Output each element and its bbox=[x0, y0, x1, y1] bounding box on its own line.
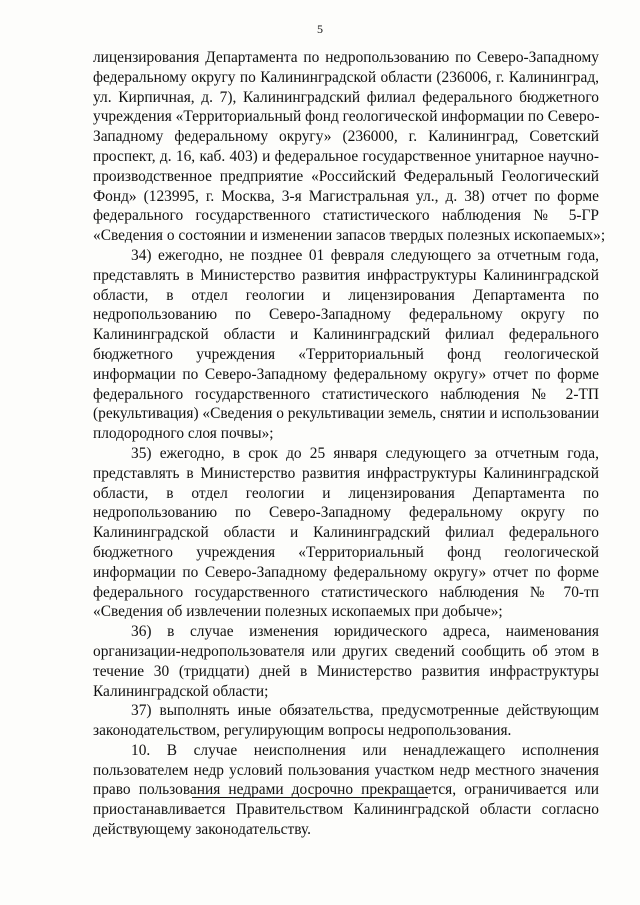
text-line: производственное предприятие «Российский Федеральный Геологический bbox=[93, 167, 599, 185]
text-line: (рекультивация) «Сведения о рекультивации земель, снятии и использовании bbox=[93, 405, 600, 423]
text-line: пользователем недр условий пользования участком недр местного значения bbox=[93, 761, 599, 779]
text-line: Калининградской области; bbox=[93, 682, 269, 700]
text-line: 35) ежегодно, в срок до 25 января следующего за отчетным года, bbox=[131, 444, 599, 462]
paragraph bbox=[93, 741, 599, 840]
text-line: течение 30 (тридцати) дней в Министерство развития инфраструктуры bbox=[93, 662, 599, 680]
text-line: федерального государственного статистического наблюдения № 5-ГР bbox=[93, 207, 599, 225]
text-line: право пользования недрами досрочно прекращается, ограничивается или bbox=[93, 781, 599, 799]
text-line: Западному федеральному округу» (236000, г. Калининград, Советский bbox=[93, 128, 599, 146]
text-line: бюджетного учреждения «Территориальный фонд геологической bbox=[93, 543, 599, 561]
text-line: области, в отдел геологии и лицензирования Департамента по bbox=[93, 286, 599, 304]
text-line: приостанавливается Правительством Калининградской области согласно bbox=[93, 801, 599, 819]
text-line: представлять в Министерство развития инфраструктуры Калининградской bbox=[93, 464, 599, 482]
text-line: федеральному округу по Калининградской области (236006, г. Калининград, bbox=[93, 68, 599, 86]
text-line: 37) выполнять иные обязательства, предусмотренные действующим bbox=[131, 702, 599, 720]
text-line: 10. В случае неисполнения или ненадлежащего исполнения bbox=[131, 741, 599, 759]
text-line: представлять в Министерство развития инфраструктуры Калининградской bbox=[93, 266, 599, 284]
text-line: ул. Кирпичная, д. 7), Калининградский филиал федерального бюджетного bbox=[93, 88, 599, 106]
paragraph bbox=[93, 48, 606, 246]
text-line: учреждения «Территориальный фонд геологической информации по Северо- bbox=[93, 108, 600, 126]
text-line: недропользованию по Северо-Западному федеральному округу по bbox=[93, 504, 599, 522]
end-separator-line bbox=[192, 797, 428, 798]
text-line: плодородного слоя почвы»; bbox=[93, 425, 274, 443]
text-line: федерального государственного статистического наблюдения № 2-ТП bbox=[93, 385, 599, 403]
text-line: Калининградской области и Калининградский филиал федерального bbox=[93, 524, 599, 542]
text-line: Фонд» (123995, г. Москва, 3-я Магистральная ул., д. 38) отчет по форме bbox=[93, 187, 599, 205]
text-line: лицензирования Департамента по недропользованию по Северо-Западному bbox=[93, 49, 599, 66]
text-line: «Сведения о состоянии и изменении запасов твердых полезных ископаемых»; bbox=[93, 227, 606, 245]
text-line: бюджетного учреждения «Территориальный фонд геологической bbox=[93, 345, 599, 363]
paragraph bbox=[93, 246, 599, 444]
text-line: области, в отдел геологии и лицензирования Департамента по bbox=[93, 484, 599, 502]
text-line: «Сведения об извлечении полезных ископаемых при добыче»; bbox=[93, 603, 503, 621]
text-line: федерального государственного статистического наблюдения № 70-тп bbox=[93, 583, 599, 601]
text-line: 34) ежегодно, не позднее 01 февраля следующего за отчетным года, bbox=[131, 246, 599, 264]
text-line: проспект, д. 16, каб. 403) и федеральное государственное унитарное научно- bbox=[93, 147, 599, 165]
text-line: организации-недропользователя или других сведений сообщить об этом в bbox=[93, 642, 599, 660]
text-line: информации по Северо-Западному федеральному округу» отчет по форме bbox=[93, 365, 599, 383]
text-line: 36) в случае изменения юридического адреса, наименования bbox=[131, 623, 599, 641]
text-line: Калининградской области и Калининградский филиал федерального bbox=[93, 326, 599, 344]
document-body bbox=[93, 48, 606, 840]
text-line: законодательством, регулирующим вопросы недропользования. bbox=[93, 722, 512, 740]
paragraph bbox=[93, 701, 599, 741]
text-line: действующему законодательству. bbox=[93, 821, 311, 839]
paragraph bbox=[93, 622, 599, 701]
text-line: информации по Северо-Западному федеральному округу» отчет по форме bbox=[93, 563, 599, 581]
text-line: недропользованию по Северо-Западному федеральному округу по bbox=[93, 306, 599, 324]
page-number: 5 bbox=[317, 22, 323, 36]
paragraph bbox=[93, 444, 599, 622]
